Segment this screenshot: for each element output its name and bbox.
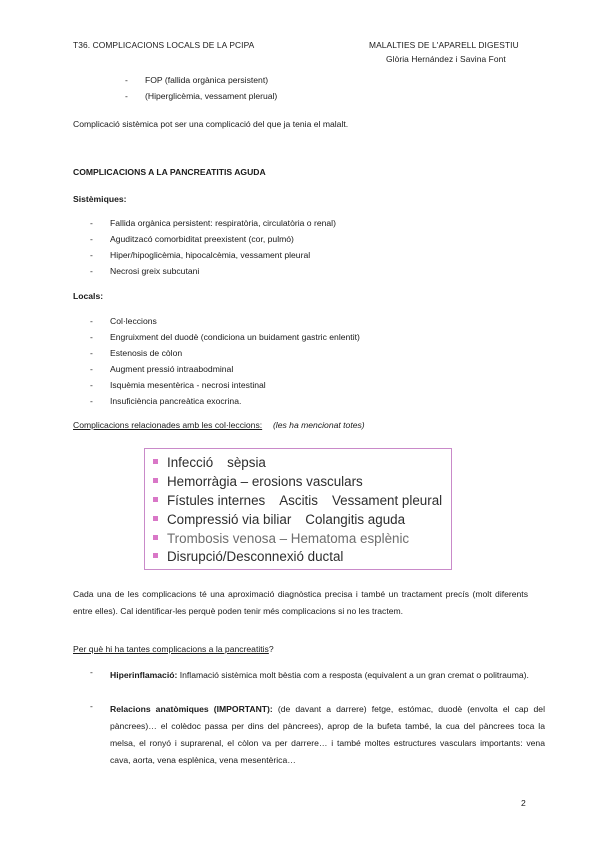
box-item: Hemorràgia – erosions vasculars bbox=[153, 474, 363, 489]
why-item-text: Inflamació sistèmica molt bèstia com a resposta (equivalent a un gran cremat o politrauma). bbox=[177, 670, 529, 680]
box-item: Compressió via biliar Colangitis aguda bbox=[153, 512, 405, 527]
why-item-label: Relacions anatòmiques (IMPORTANT): bbox=[110, 704, 273, 714]
box-item: Infecció sèpsia bbox=[153, 455, 266, 470]
header-right-title: MALALTIES DE L'APARELL DIGESTIU bbox=[369, 40, 519, 50]
sistemiques-heading: Sistèmiques: bbox=[73, 194, 127, 204]
header-right-authors: Glòria Hernández i Savina Font bbox=[386, 54, 506, 64]
why-heading: Per què hi ha tantes complicacions a la pancreatitis bbox=[73, 644, 269, 654]
why-item-label: Hiperinflamació: bbox=[110, 670, 178, 680]
locals-heading: Locals: bbox=[73, 291, 104, 301]
why-item-text: (de davant a darrere) fetge, estómac, duodè (envolta el cap del pàncrees)… el colèdoc passa per dins del pàncrees), aprop de la bufeta també, la cua del pàncrees toca la melsa, el ronyó i suprarenal, el còlon va per darrere… i també moltes estructures vasculars importants: vena cava, aorta, vena esplènica, vena mesentèrica… bbox=[110, 704, 545, 765]
complications-box bbox=[144, 448, 452, 570]
colleccions-heading: Complicacions relacionades amb les col·leccions: bbox=[73, 420, 263, 430]
page-number: 2 bbox=[521, 798, 526, 808]
header-left: T36. COMPLICACIONS LOCALS DE LA PCIPA bbox=[73, 40, 255, 50]
square-bullet-icon bbox=[153, 459, 158, 464]
box-item: Disrupció/Desconnexió ductal bbox=[153, 549, 343, 564]
intro-note: Complicació sistèmica pot ser una complicació del que ja tenia el malalt. bbox=[73, 119, 349, 129]
colleccions-note: (les ha mencionat totes) bbox=[272, 420, 365, 430]
square-bullet-icon bbox=[153, 478, 158, 483]
box-item: Fístules internes Ascitis Vessament pleural bbox=[153, 493, 442, 508]
square-bullet-icon bbox=[153, 553, 158, 558]
why-heading-line bbox=[73, 644, 274, 654]
box-item: Trombosis venosa – Hematoma esplènic bbox=[153, 531, 409, 546]
colleccions-line bbox=[73, 420, 365, 430]
square-bullet-icon bbox=[153, 516, 158, 521]
section-title: COMPLICACIONS A LA PANCREATITIS AGUDA bbox=[73, 167, 266, 177]
square-bullet-icon bbox=[153, 535, 158, 540]
paragraph-diagnosis: Cada una de les complicacions té una aproximació diagnòstica precisa i també un tractament precís (molt diferents entre elles). Cal identificar-les perquè poden tenir més complicacions si no les tractem. bbox=[73, 589, 528, 616]
square-bullet-icon bbox=[153, 497, 158, 502]
why-heading-mark: ? bbox=[268, 644, 274, 654]
